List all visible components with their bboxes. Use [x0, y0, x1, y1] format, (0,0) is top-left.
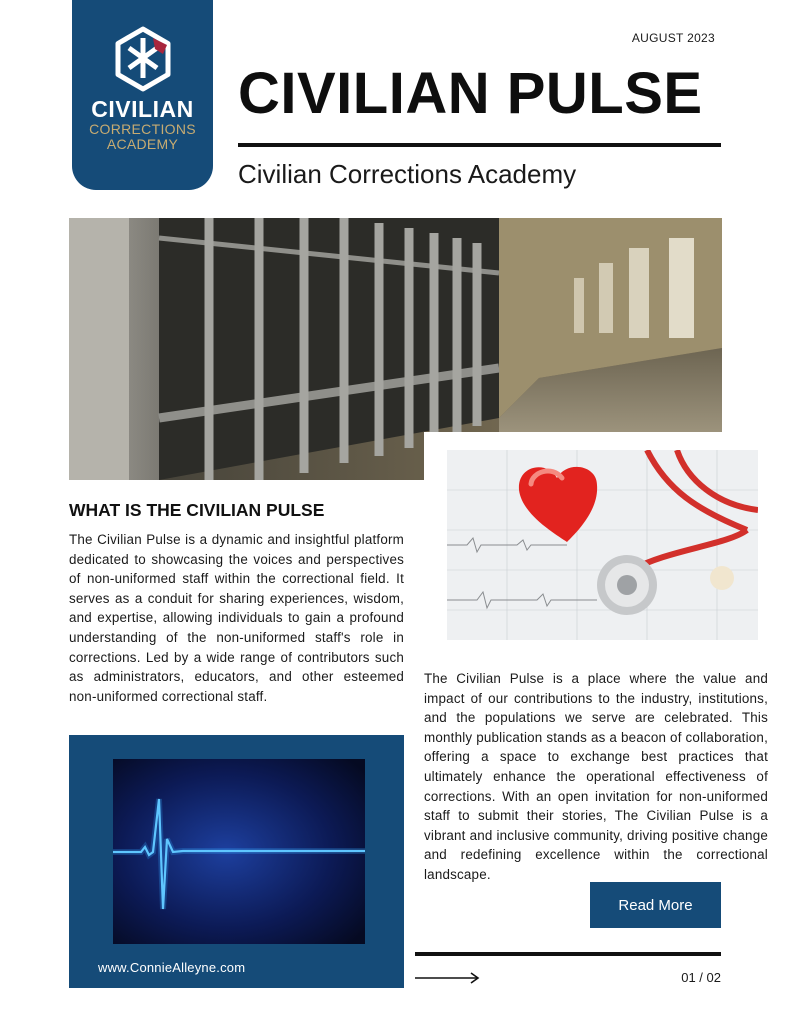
body-paragraph: The Civilian Pulse is a place where the value and impact of our contributions to the industry, institutions, and the populations we serve are celebrated. This monthly publication stands as a beacon of collaboration, offering a space to exchange best practices that ultimately enhance the operational effectiveness of corrections. With an open invitation for non-uniformed staff to submit their stories, The Civilian Pulse is a vibrant and inclusive community, driving positive change and redefining excellence within the correctional landscape.: [424, 671, 768, 882]
heart-stethoscope-photo: [447, 450, 758, 640]
title-divider: [238, 143, 721, 147]
logo-text-academy: ACADEMY: [106, 136, 179, 152]
issue-date: AUGUST 2023: [631, 31, 715, 45]
website-link[interactable]: www.ConnieAlleyne.com: [98, 960, 246, 975]
arrow-right-icon[interactable]: [415, 972, 481, 984]
newsletter-subtitle: Civilian Corrections Academy: [238, 159, 577, 189]
read-more-button[interactable]: Read More: [590, 882, 721, 928]
page-number: 01 / 02: [681, 970, 721, 985]
logo-text-civilian: CIVILIAN: [91, 96, 194, 122]
section-heading: WHAT IS THE CIVILIAN PULSE: [69, 500, 325, 520]
hexagon-star-logo-icon: [113, 26, 173, 92]
logo-text-corrections: CORRECTIONS: [89, 121, 196, 137]
newsletter-title: CIVILIAN PULSE: [238, 61, 703, 126]
footer-divider: [415, 952, 721, 956]
academy-logo: [72, 0, 213, 190]
intro-paragraph: The Civilian Pulse is a dynamic and insightful platform dedicated to showcasing the voices and perspectives of non-uniformed staff within the correctional field. It serves as a conduit for sharing experiences, wisdom, and expertise, allowing individuals to gain a profound understanding of the non-uniformed staff's role in corrections. Led by a wide range of contributors such as administrators, educators, and other esteemed non-uniformed correctional staff.: [69, 532, 404, 704]
heartbeat-monitor-graphic: [113, 759, 365, 944]
